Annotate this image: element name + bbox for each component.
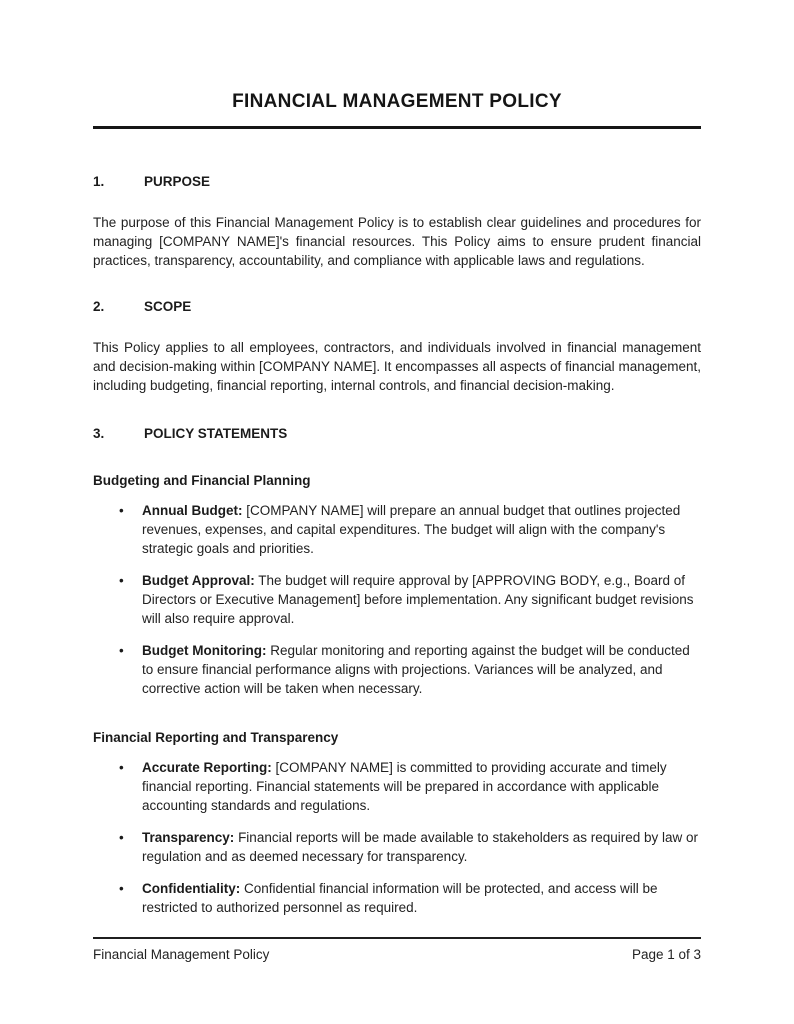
list-item-body: Regular monitoring and reporting against the budget will be conducted to ensure financial performance aligns with projections. Variances will be analyzed, and corrective action will be taken when necessary.	[142, 643, 690, 696]
section-heading-policy-statements	[93, 426, 701, 441]
list-item-body: [COMPANY NAME] will prepare an annual budget that outlines projected revenues, expenses, and capital expenditures. The budget will align with the company's strategic goals and priorities.	[142, 503, 681, 556]
section-number: 3.	[93, 426, 105, 441]
subsection-heading-reporting: Financial Reporting and Transparency	[93, 730, 339, 745]
document-content	[0, 91, 794, 917]
section-body-scope: This Policy applies to all employees, contractors, and individuals involved in financial management and decision-making within [COMPANY NAME]. It encompasses all aspects of financial management, including budgeting, financial reporting, internal controls, and financial decision-making.	[93, 340, 701, 393]
list-item-body: Financial reports will be made available to stakeholders as required by law or regulation and as deemed necessary for transparency.	[142, 830, 699, 864]
section-number: 1.	[93, 174, 105, 189]
bullet-icon: •	[119, 573, 124, 588]
bullet-icon: •	[119, 830, 124, 845]
list-item	[93, 879, 701, 917]
list-item-label: Transparency:	[142, 830, 235, 845]
list-item-text	[142, 641, 701, 698]
section-heading-label: PURPOSE	[144, 174, 211, 189]
list-item-label: Confidentiality:	[142, 881, 241, 896]
list-item-text	[142, 501, 701, 558]
page-footer	[93, 937, 701, 962]
list-item-label: Annual Budget:	[142, 503, 243, 518]
bullet-icon: •	[119, 503, 124, 518]
list-item	[93, 501, 701, 558]
section-body-purpose: The purpose of this Financial Management Policy is to establish clear guidelines and procedures for managing [COMPANY NAME]'s financial resources. This Policy aims to ensure prudent financial practices, transparency, accountability, and compliance with applicable laws and regulations.	[93, 215, 701, 268]
list-item	[93, 828, 701, 866]
list-item-body: [COMPANY NAME] is committed to providing accurate and timely financial reporting. Financial statements will be prepared in accordance with applicable accounting standards and regulations.	[142, 760, 667, 813]
section-number: 2.	[93, 299, 105, 314]
list-item-text	[142, 571, 701, 628]
list-item-body: The budget will require approval by [APPROVING BODY, e.g., Board of Directors or Executive Management] before implementation. Any significant budget revisions will also require approval.	[142, 573, 694, 626]
bullet-icon: •	[119, 881, 124, 896]
list-item-label: Accurate Reporting:	[142, 760, 272, 775]
subsection-heading-budgeting: Budgeting and Financial Planning	[93, 473, 311, 488]
list-item-text	[142, 879, 701, 917]
list-item-text	[142, 758, 701, 815]
list-item-label: Budget Approval:	[142, 573, 255, 588]
footer-document-title: Financial Management Policy	[93, 947, 270, 962]
list-item	[93, 641, 701, 698]
list-item-body: Confidential financial information will be protected, and access will be restricted to authorized personnel as required.	[142, 881, 658, 915]
list-item	[93, 571, 701, 628]
bullet-icon: •	[119, 643, 124, 658]
list-item-text	[142, 828, 701, 866]
section-heading-label: SCOPE	[144, 299, 192, 314]
page-title: FINANCIAL MANAGEMENT POLICY	[232, 91, 562, 112]
list-item-label: Budget Monitoring:	[142, 643, 267, 658]
footer-page-number: Page 1 of 3	[631, 947, 701, 962]
title-rule	[93, 126, 701, 129]
section-heading-purpose	[93, 174, 701, 189]
section-heading-label: POLICY STATEMENTS	[144, 426, 288, 441]
section-heading-scope	[93, 299, 701, 314]
bullet-icon: •	[119, 760, 124, 775]
list-item	[93, 758, 701, 815]
